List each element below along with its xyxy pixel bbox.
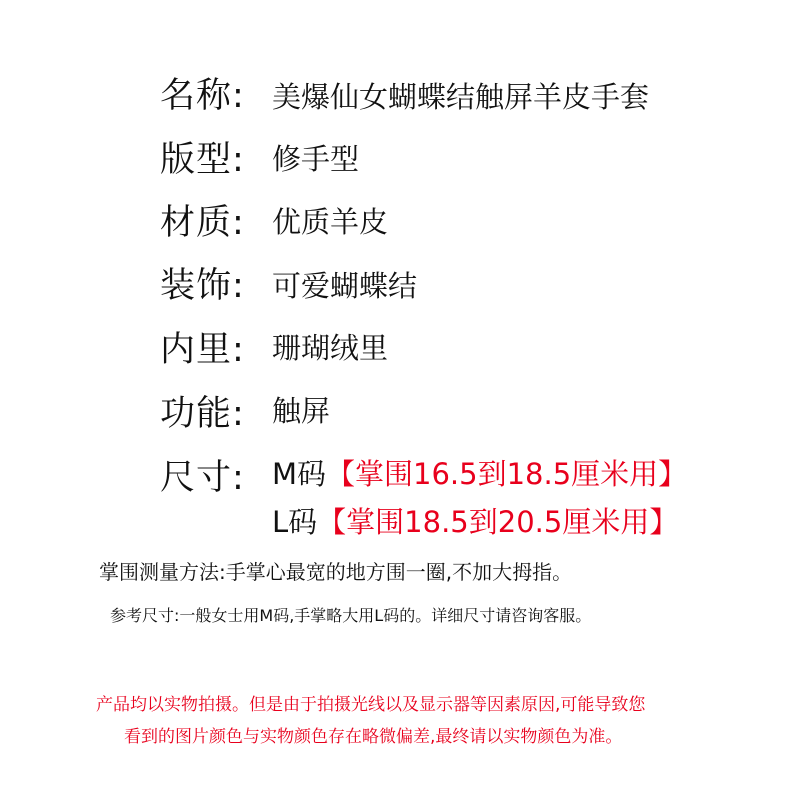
size-m-range: 【掌围16.5到18.5厘米用】 [326, 457, 688, 491]
measure-note: 掌围测量方法:手掌心最宽的地方围一圈,不加大拇指。 [99, 560, 573, 584]
spec-label: 版型: [160, 140, 245, 180]
spec-label: 尺寸: [160, 458, 245, 498]
size-l-line [272, 500, 678, 541]
spec-value: 可爱蝴蝶结 [272, 269, 418, 303]
reference-note: 参考尺寸:一般女士用M码,手掌略大用L码的。详细尺寸请咨询客服。 [110, 606, 592, 625]
spec-value: 珊瑚绒里 [272, 331, 389, 365]
spec-value: 修手型 [272, 142, 360, 176]
spec-label: 功能: [160, 394, 245, 434]
spec-value: 美爆仙女蝴蝶结触屏羊皮手套 [272, 80, 650, 114]
spec-label: 内里: [160, 330, 245, 370]
size-m-line [272, 452, 687, 493]
spec-label: 材质: [160, 203, 245, 243]
spec-label: 装饰: [160, 266, 245, 306]
disclaimer-line-2: 看到的图片颜色与实物颜色存在略微偏差,最终请以实物颜色为准。 [124, 727, 623, 747]
size-l-range: 【掌围18.5到20.5厘米用】 [317, 505, 679, 539]
spec-value: 优质羊皮 [272, 205, 389, 239]
size-l-code: L码 [272, 505, 318, 539]
spec-label: 名称: [160, 76, 245, 116]
size-m-code: M码 [272, 457, 327, 491]
spec-value: 触屏 [272, 394, 331, 428]
disclaimer-line-1: 产品均以实物拍摄。但是由于拍摄光线以及显示器等因素原因,可能导致您 [96, 695, 646, 715]
